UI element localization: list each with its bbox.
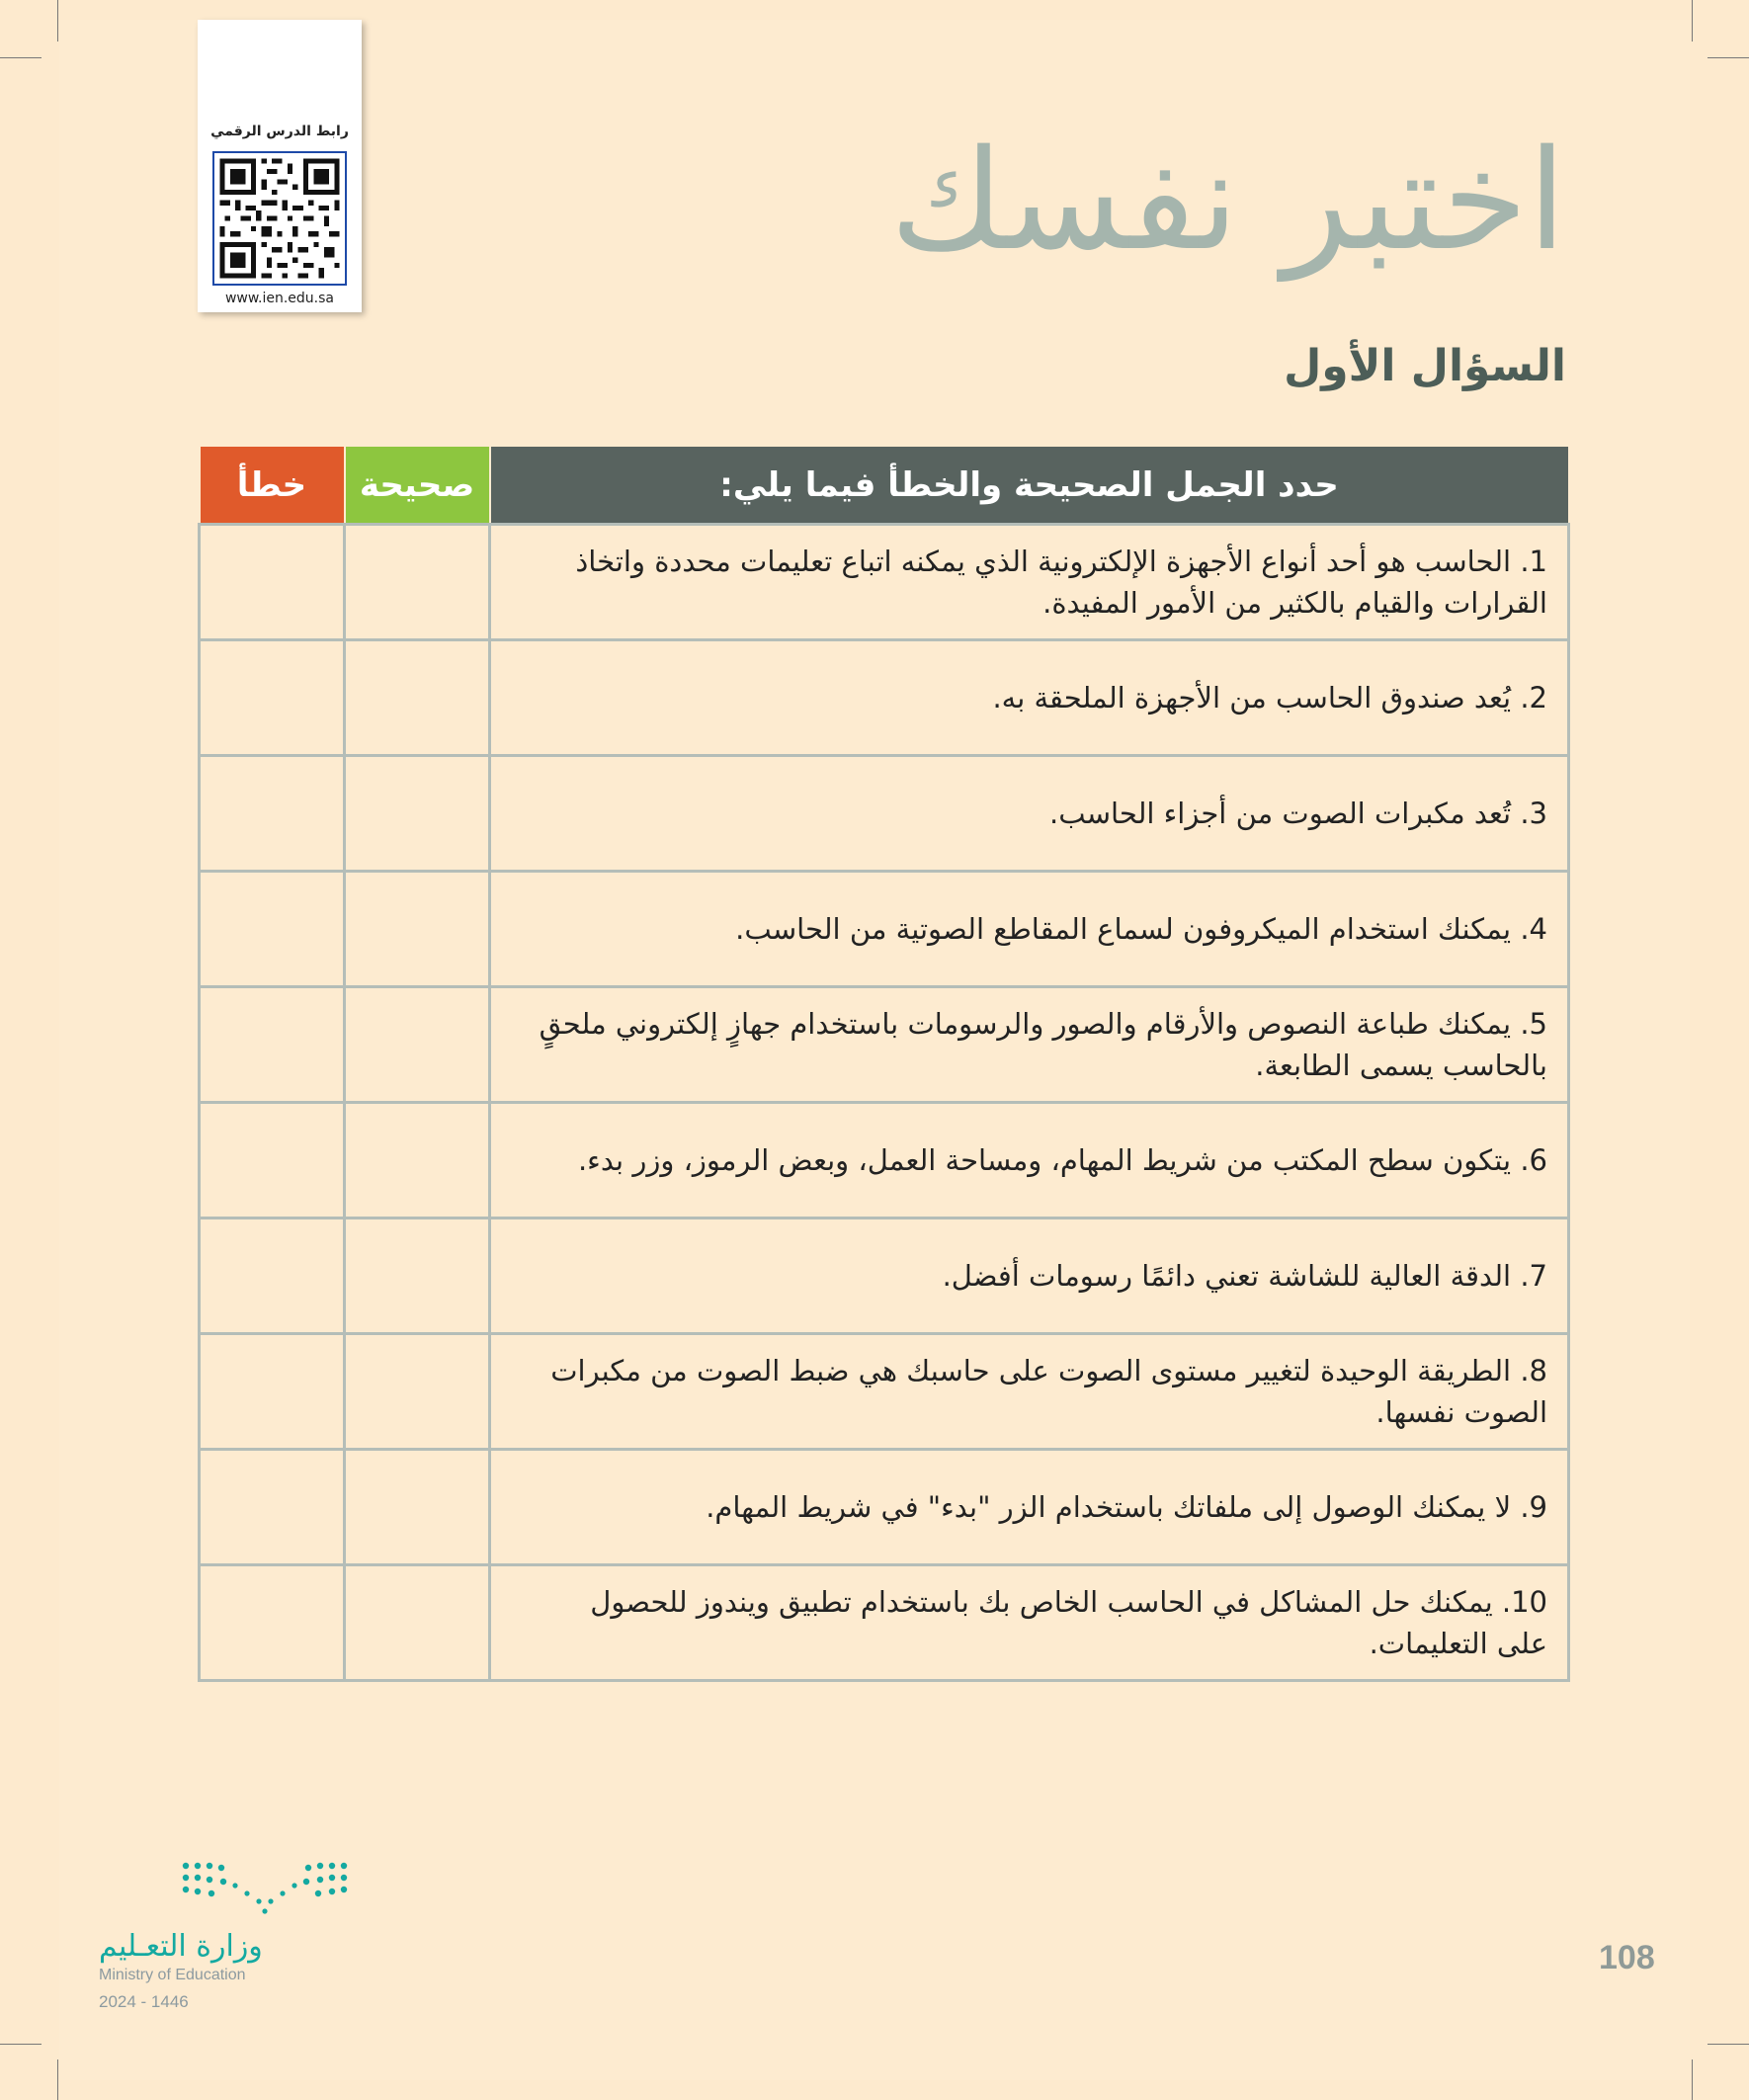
crop-mark <box>0 2044 42 2045</box>
page-number: 108 <box>1599 1939 1655 1976</box>
qr-caption: رابط الدرس الرقمي <box>210 124 349 139</box>
false-header: خطأ <box>200 446 345 525</box>
statement-text: 6. يتكون سطح المكتب من شريط المهام، ومساحة العمل، وبعض الرموز، وزر بدء. <box>490 1103 1569 1218</box>
false-answer-cell[interactable] <box>200 1218 345 1334</box>
statement-text: 1. الحاسب هو أحد أنواع الأجهزة الإلكترونية الذي يمكنه اتباع تعليمات محددة واتخاذ القرارات والقيام بالكثير من الأمور المفيدة. <box>490 525 1569 640</box>
table-row <box>200 1450 1569 1565</box>
true-answer-cell[interactable] <box>345 756 490 872</box>
ministry-logo-icon <box>178 1858 352 1917</box>
statement-text: 5. يمكنك طباعة النصوص والأرقام والصور والرسومات باستخدام جهازٍ إلكتروني ملحقٍ بالحاسب يسمى الطابعة. <box>490 987 1569 1103</box>
crop-mark <box>1707 2044 1749 2045</box>
table-row <box>200 756 1569 872</box>
statement-text: 2. يُعد صندوق الحاسب من الأجهزة الملحقة به. <box>490 640 1569 756</box>
true-answer-cell[interactable] <box>345 1450 490 1565</box>
true-answer-cell[interactable] <box>345 1565 490 1681</box>
table-row <box>200 872 1569 987</box>
false-answer-cell[interactable] <box>200 872 345 987</box>
table-header-row <box>200 446 1569 525</box>
table-row <box>200 1103 1569 1218</box>
false-answer-cell[interactable] <box>200 1334 345 1450</box>
qr-code-graphic <box>214 153 345 284</box>
page-title: اختبر نفسك <box>889 121 1566 282</box>
digital-lesson-card[interactable] <box>198 20 362 312</box>
table-row <box>200 525 1569 640</box>
statement-text: 7. الدقة العالية للشاشة تعني دائمًا رسومات أفضل. <box>490 1218 1569 1334</box>
statement-text: 3. تُعد مكبرات الصوت من أجزاء الحاسب. <box>490 756 1569 872</box>
table-row <box>200 1334 1569 1450</box>
true-answer-cell[interactable] <box>345 525 490 640</box>
table-row <box>200 1565 1569 1681</box>
false-answer-cell[interactable] <box>200 756 345 872</box>
true-header: صحيحة <box>345 446 490 525</box>
crop-mark <box>0 57 42 58</box>
table-row <box>200 1218 1569 1334</box>
statement-header: حدد الجمل الصحيحة والخطأ فيما يلي: <box>490 446 1569 525</box>
qr-code[interactable] <box>212 151 347 286</box>
false-answer-cell[interactable] <box>200 1103 345 1218</box>
false-answer-cell[interactable] <box>200 1450 345 1565</box>
true-answer-cell[interactable] <box>345 987 490 1103</box>
true-false-table <box>198 445 1570 1682</box>
true-answer-cell[interactable] <box>345 1218 490 1334</box>
qr-url[interactable]: www.ien.edu.sa <box>224 291 335 306</box>
false-answer-cell[interactable] <box>200 640 345 756</box>
statement-text: 4. يمكنك استخدام الميكروفون لسماع المقاطع الصوتية من الحاسب. <box>490 872 1569 987</box>
crop-mark <box>57 0 58 42</box>
crop-mark <box>1692 0 1693 42</box>
statement-text: 10. يمكنك حل المشاكل في الحاسب الخاص بك باستخدام تطبيق ويندوز للحصول على التعليمات. <box>490 1565 1569 1681</box>
false-answer-cell[interactable] <box>200 1565 345 1681</box>
crop-mark <box>1692 2059 1693 2100</box>
table-row <box>200 640 1569 756</box>
edition-year: 2024 - 1446 <box>99 1992 189 2011</box>
question-title: السؤال الأول <box>1284 341 1566 391</box>
ministry-name-english: Ministry of Education <box>99 1967 246 1983</box>
true-answer-cell[interactable] <box>345 872 490 987</box>
statement-text: 9. لا يمكنك الوصول إلى ملفاتك باستخدام الزر "بدء" في شريط المهام. <box>490 1450 1569 1565</box>
true-answer-cell[interactable] <box>345 1103 490 1218</box>
true-answer-cell[interactable] <box>345 1334 490 1450</box>
crop-mark <box>57 2059 58 2100</box>
false-answer-cell[interactable] <box>200 525 345 640</box>
ministry-name-arabic: وزارة التعـليم <box>99 1929 263 1964</box>
true-answer-cell[interactable] <box>345 640 490 756</box>
table-row <box>200 987 1569 1103</box>
statement-text: 8. الطريقة الوحيدة لتغيير مستوى الصوت على حاسبك هي ضبط الصوت من مكبرات الصوت نفسها. <box>490 1334 1569 1450</box>
crop-mark <box>1707 57 1749 58</box>
false-answer-cell[interactable] <box>200 987 345 1103</box>
